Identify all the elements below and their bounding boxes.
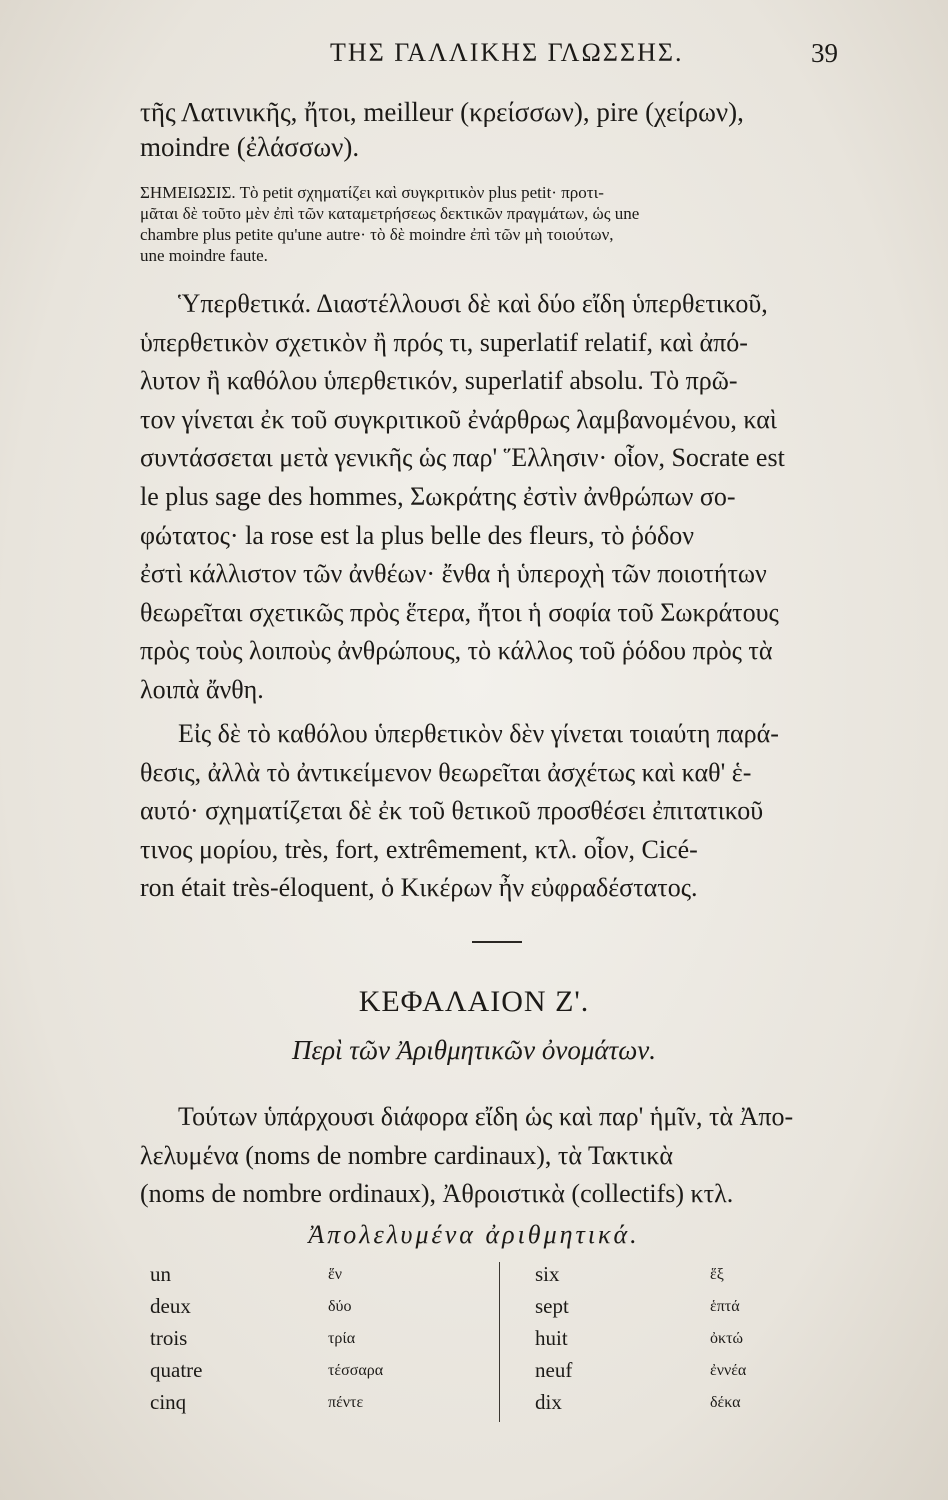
numerals-heading: Ἀπολελυμένα ἀριθμητικά. [308,1220,640,1249]
french-numeral: deux [150,1294,191,1318]
text-line: λυτον ἢ καθόλου ὑπερθετικόν, superlatif absolu. Τὸ πρῶ- [140,366,738,396]
french-numeral: quatre [150,1358,203,1382]
section-divider [472,941,522,943]
numeral-row [150,1294,770,1326]
text-line: φώτατος· la rose est la plus belle des fleurs, τὸ ῥόδον [140,520,694,550]
french-numeral: six [535,1262,560,1286]
text-line: τινος μορίου, très, fort, extrêmement, κτλ. οἷον, Cicé- [140,834,698,864]
numeral-row [150,1326,770,1358]
text-line: τῆς Λατινικῆς, ἤτοι, meilleur (κρείσσων), pire (χείρων), [140,97,744,127]
note-line: μᾶται δὲ τοῦτο μὲν ἐπὶ τῶν καταμετρήσεως δεκτικῶν πραγμάτων, ὡς une [140,204,640,223]
french-numeral: dix [535,1390,562,1414]
text-line: Ὑπερθετικά. Διαστέλλουσι δὲ καὶ δύο εἴδη ὑπερθετικοῦ, [178,289,768,318]
french-numeral: neuf [535,1358,573,1382]
text-line: ὑπερθετικὸν σχετικὸν ἢ πρός τι, superlatif relatif, καὶ ἀπό- [140,327,748,357]
text-line: ron était très-éloquent, ὁ Κικέρων ἦν εὐφραδέστατος. [140,873,698,902]
text-line: Εἰς δὲ τὸ καθόλου ὑπερθετικὸν δὲν γίνεται τοιαύτη παρά- [178,719,779,748]
paragraph-comparatives [140,95,850,165]
greek-numeral: ὀκτώ [710,1330,744,1347]
french-numeral: sept [535,1294,569,1318]
text-line: τον γίνεται ἐκ τοῦ συγκριτικοῦ ἐνάρθρως λαμβανομένου, καὶ [140,404,777,434]
numeral-row [150,1390,770,1422]
text-line: θεσις, ἀλλὰ τὸ ἀντικείμενον θεωρεῖται ἀσχέτως καὶ καθ' ἑ- [140,757,752,787]
note-line: ΣΗΜΕΙΩΣΙΣ. Τὸ petit σχηματίζει καὶ συγκριτικὸν plus petit· προτι- [140,183,604,202]
page-header [140,38,838,78]
text-line: (noms de nombre ordinaux), Ἀθροιστικὰ (collectifs) κτλ. [140,1179,734,1209]
text-line: λελυμένα (noms de nombre cardinaux), τὰ Τακτικὰ [140,1140,673,1170]
french-numeral: huit [535,1326,568,1350]
paragraph-superlatives [140,285,850,710]
french-numeral: trois [150,1326,188,1350]
numeral-row [150,1358,770,1390]
text-line: le plus sage des hommes, Σωκράτης ἐστὶν ἀνθρώπων σο- [140,481,736,511]
note-block [140,182,850,266]
text-line: λοιπὰ ἄνθη. [140,674,264,704]
paragraph-absolute-superlative [140,715,850,908]
page-number: 39 [811,38,838,68]
text-line: moindre (ἐλάσσων). [140,132,360,162]
numeral-row [150,1262,770,1294]
text-line: ἐστὶ κάλλιστον τῶν ἀνθέων· ἔνθα ἡ ὑπεροχὴ τῶν ποιοτήτων [140,559,767,589]
text-line: θεωρεῖται σχετικῶς πρὸς ἕτερα, ἤτοι ἡ σοφία τοῦ Σωκράτους [140,597,779,627]
running-head: ΤΗΣ ΓΑΛΛΙΚΗΣ ΓΛΩΣΣΗΣ. [330,38,684,67]
greek-numeral: ἕξ [710,1266,724,1283]
chapter-subtitle: Περὶ τῶν Ἀριθμητικῶν ὀνομάτων. [291,1035,657,1065]
french-numeral: un [150,1262,171,1286]
text-line: αυτό· σχηματίζεται δὲ ἐκ τοῦ θετικοῦ προσθέσει ἐπιτατικοῦ [140,796,764,825]
chapter-title: ΚΕΦΑΛΑΙΟΝ Ζ'. [358,985,590,1018]
paragraph-numeral-kinds [140,1098,850,1214]
greek-numeral: ἑπτά [710,1298,740,1315]
note-line: chambre plus petite qu'une autre· τὸ δὲ moindre ἐπὶ τῶν μὴ τοιούτων, [140,225,614,244]
greek-numeral: τέσσαρα [328,1362,384,1379]
greek-numeral: δύο [328,1298,352,1315]
text-line: πρὸς τοὺς λοιποὺς ἀνθρώπους, τὸ κάλλος τοῦ ῥόδου πρὸς τὰ [140,636,773,666]
french-numeral: cinq [150,1390,187,1414]
greek-numeral: ἕν [328,1266,342,1283]
greek-numeral: πέντε [328,1394,364,1411]
greek-numeral: δέκα [710,1394,741,1411]
numerals-table [150,1262,770,1422]
greek-numeral: ἐννέα [710,1362,747,1379]
note-line: une moindre faute. [140,246,268,265]
greek-numeral: τρία [328,1330,356,1347]
text-line: συντάσσεται μετὰ γενικῆς ὡς παρ' Ἕλλησιν· οἷον, Socrate est [140,443,785,473]
text-line: Τούτων ὑπάρχουσι διάφορα εἴδη ὡς καὶ παρ' ἡμῖν, τὰ Ἀπο- [178,1102,794,1131]
